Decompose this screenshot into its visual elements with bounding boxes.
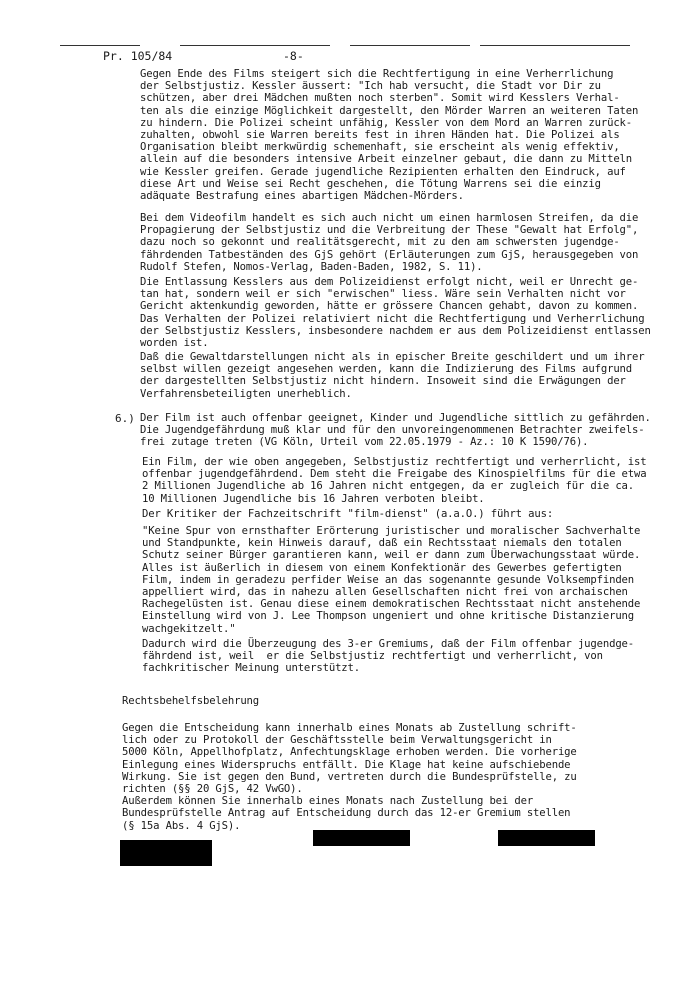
text-line: lich oder zu Protokoll der Geschäftsstelle beim Verwaltungsgericht in bbox=[122, 734, 552, 747]
paragraph-rechtfertigung bbox=[140, 68, 638, 202]
text-line: selbst willen gezeigt angesehen werden, kann die Indizierung des Films aufgrund bbox=[140, 363, 633, 376]
text-line: appelliert wird, das in nahezu allen Gesellschaften nicht frei von archaischen bbox=[142, 586, 628, 599]
text-line: Rudolf Stefen, Nomos-Verlag, Baden-Baden, 1982, S. 11). bbox=[140, 260, 483, 273]
text-line: der Selbstjustiz. Kessler äussert: "Ich hab versucht, die Stadt vor Dir zu bbox=[140, 80, 601, 93]
text-line: Organisation bleibt merkwürdig schemenhaft, sie erscheint als wenig effektiv, bbox=[140, 141, 620, 154]
text-line: adäquate Bestrafung eines abartigen Mädchen-Mörders. bbox=[140, 190, 464, 203]
text-line: allein auf die besonders intensive Arbeit einzelner gebaut, die dann zu Mitteln bbox=[140, 153, 633, 166]
text-line: Wirkung. Sie ist gegen den Bund, vertreten durch die Bundesprüfstelle, zu bbox=[122, 770, 577, 783]
text-line: Verfahrensbeteiligten unerheblich. bbox=[140, 387, 352, 400]
paragraph-offenbar-jugendgefaehrdend bbox=[142, 456, 646, 505]
text-line: fährdend ist, weil er die Selbstjustiz rechtfertigt und verherrlicht, von bbox=[142, 650, 603, 663]
text-line: fachkritischer Meinung unterstützt. bbox=[142, 662, 360, 675]
paragraph-jugendgefaehrdung bbox=[140, 412, 651, 449]
text-line: Bundesprüfstelle Antrag auf Entscheidung durch das 12-er Gremium stellen bbox=[122, 807, 571, 820]
text-line: Einlegung eines Widerspruchs entfällt. Die Klage hat keine aufschiebende bbox=[122, 758, 571, 771]
text-line: Einstellung wird von J. Lee Thompson ungeniert und ohne kritische Distanzierung bbox=[142, 610, 635, 623]
text-line: Außerdem können Sie innerhalb eines Monats nach Zustellung bei der bbox=[122, 795, 534, 808]
text-line: Schutz seiner Bürger garantieren kann, weil er dann zum Überwachungsstaat würde. bbox=[142, 549, 641, 562]
text-line: zuhalten, obwohl sie Warren bereits fest in ihren Händen hat. Die Polizei als bbox=[140, 129, 620, 142]
text-line: Bei dem Videofilm handelt es sich auch nicht um einen harmlosen Streifen, da die bbox=[140, 212, 639, 224]
paragraph-ueberzeugung bbox=[142, 638, 634, 675]
text-line: Der Film ist auch offenbar geeignet, Kinder und Jugendliche sittlich zu gefährden. bbox=[140, 412, 651, 424]
rechtsbehelf-title: Rechtsbehelfsbelehrung bbox=[122, 695, 260, 707]
critic-quote bbox=[142, 525, 640, 635]
text-line: frei zutage treten (VG Köln, Urteil vom 22.05.1979 - Az.: 10 K 1590/76). bbox=[140, 436, 589, 449]
text-line: fährdenden Tatbeständen des GjS gehört (Erläuterungen zum GjS, herausgegeben von bbox=[140, 248, 639, 261]
text-line: Dadurch wird die Überzeugung des 3-er Gremiums, daß der Film offenbar jugendge- bbox=[142, 638, 635, 650]
page-number: -8- bbox=[283, 49, 304, 63]
text-line: richten (§§ 20 GjS, 42 VwGO). bbox=[122, 783, 303, 796]
text-line: ten als die einzige Möglichkeit dargestellt, den Mörder Warren an weiteren Taten bbox=[140, 104, 639, 117]
redaction-bar-middle bbox=[313, 830, 410, 846]
paragraph-videofilm bbox=[140, 212, 638, 273]
text-line: "Keine Spur von ernsthafter Erörterung juristischer und moralischer Sachverhalte bbox=[142, 525, 641, 537]
text-line: schützen, aber drei Mädchen mußten noch sterben". Somit wird Kesslers Verhal- bbox=[140, 92, 620, 105]
header-rule-center bbox=[350, 45, 470, 46]
text-line: Das Verhalten der Polizei relativiert nicht die Rechtfertigung und Verherrlichung bbox=[140, 312, 645, 325]
text-line: offenbar jugendgefährdend. Dem steht die Freigabe des Kinospielfilms für die etwa bbox=[142, 468, 647, 481]
text-line: Gegen die Entscheidung kann innerhalb eines Monats ab Zustellung schrift- bbox=[122, 722, 577, 734]
paragraph-kritiker bbox=[142, 508, 553, 520]
redaction-bar-right bbox=[498, 830, 595, 846]
text-line: diese Art und Weise sei Recht geschehen, die Tötung Warrens sei die einzig bbox=[140, 177, 601, 190]
header-rule-left bbox=[60, 45, 140, 46]
text-line: Die Entlassung Kesslers aus dem Polizeidienst erfolgt nicht, weil er Unrecht ge- bbox=[140, 276, 639, 288]
text-line: Die Jugendgefährdung muß klar und für den unvoreingenommenen Betrachter zweifels- bbox=[140, 424, 645, 437]
text-line: Der Kritiker der Fachzeitschrift "film-dienst" (a.a.O.) führt aus: bbox=[142, 508, 554, 520]
text-line: zu hindern. Die Polizei scheint unfähig, Kessler von dem Mord an Warren zurück- bbox=[140, 116, 633, 129]
header-rule-right bbox=[480, 45, 630, 46]
text-line: wachgekitzelt." bbox=[142, 622, 236, 635]
text-line: Film, indem in geradezu perfider Weise an das sogenannte gesunde Volksempfinden bbox=[142, 573, 635, 586]
text-line: Propagierung der Selbstjustiz und die Verbreitung der These "Gewalt hat Erfolg", bbox=[140, 224, 639, 237]
text-line: worden ist. bbox=[140, 337, 209, 350]
paragraph-gewaltdarstellungen bbox=[140, 351, 644, 400]
paragraph-entlassung bbox=[140, 276, 651, 349]
text-line: und Standpunkte, kein Hinweis darauf, daß ein Rechtsstaat niemals den totalen bbox=[142, 537, 622, 550]
text-line: der dargestellten Selbstjustiz nicht hindern. Insoweit sind die Erwägungen der bbox=[140, 375, 626, 388]
text-line: 5000 Köln, Appellhofplatz, Anfechtungsklage erhoben werden. Die vorherige bbox=[122, 746, 577, 759]
text-line: wie Kessler greifen. Gerade jugendliche Rezipienten erhalten den Eindruck, auf bbox=[140, 165, 626, 178]
redaction-bar-left bbox=[120, 840, 212, 866]
text-line: (§ 15a Abs. 4 GjS). bbox=[122, 819, 241, 832]
text-line: Gericht aktenkundig geworden, hätte er grössere Chancen gehabt, davon zu kommen. bbox=[140, 300, 639, 313]
rechtsbehelf-text bbox=[122, 722, 577, 832]
text-line: Gegen Ende des Films steigert sich die Rechtfertigung in eine Verherrlichung bbox=[140, 68, 614, 80]
text-line: tan hat, sondern weil er sich "erwischen" liess. Wäre sein Verhalten nicht vor bbox=[140, 288, 626, 301]
text-line: der Selbstjustiz Kesslers, insbesondere nachdem er aus dem Polizeidienst entlassen bbox=[140, 324, 651, 337]
text-line: Ein Film, der wie oben angegeben, Selbstjustiz rechtfertigt und verherrlicht, ist bbox=[142, 456, 647, 468]
section-number-6: 6.) bbox=[115, 412, 135, 425]
text-line: 2 Millionen Jugendliche ab 16 Jahren nicht entgegen, da er zugleich für die ca. bbox=[142, 480, 635, 493]
text-line: 10 Millionen Jugendliche bis 16 Jahren verboten bleibt. bbox=[142, 492, 485, 505]
text-line: Alles ist äußerlich in diesem von einem Konfektionär des Gewerbes gefertigten bbox=[142, 561, 622, 574]
text-line: dazu noch so gekonnt und realitätsgerecht, mit zu den am schwersten jugendge- bbox=[140, 236, 620, 249]
document-reference: Pr. 105/84 bbox=[103, 49, 173, 63]
text-line: Daß die Gewaltdarstellungen nicht als in epischer Breite geschildert und um ihrer bbox=[140, 351, 645, 363]
text-line: Rachegelüsten ist. Genau diese einem demokratischen Rechtsstaat nicht anstehende bbox=[142, 598, 641, 611]
header-rule-middle bbox=[180, 45, 330, 46]
